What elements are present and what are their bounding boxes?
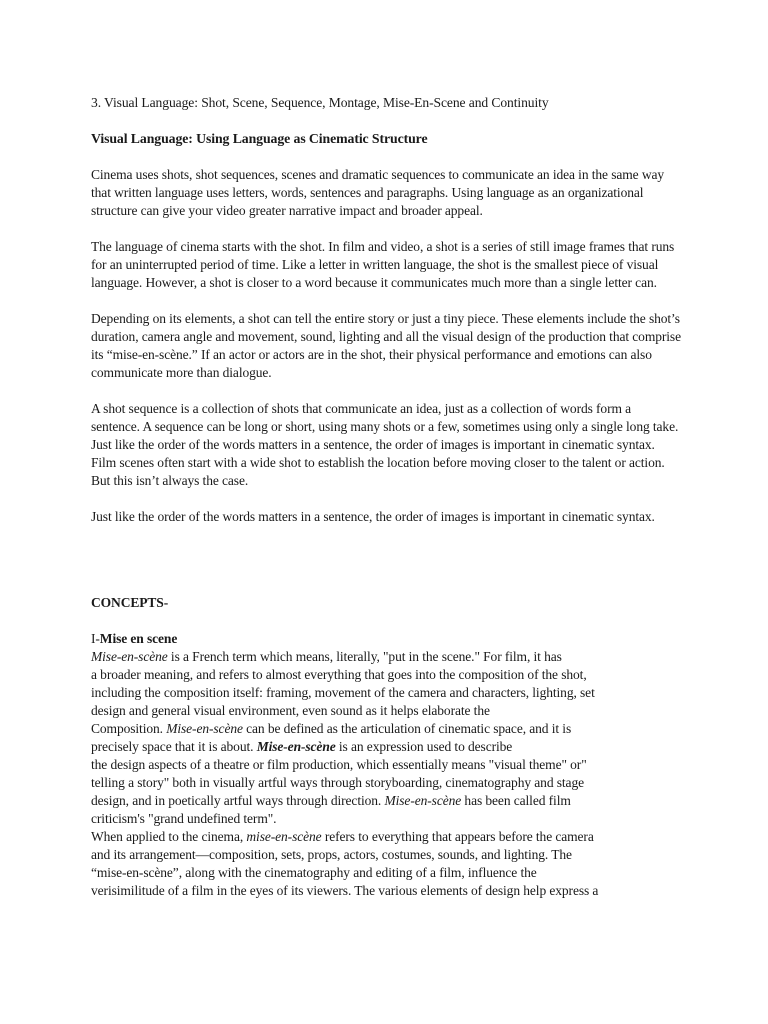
document-subheading: Visual Language: Using Language as Cinematic Structure: [91, 131, 428, 146]
paragraph-3: Depending on its elements, a shot can tell the entire story or just a tiny piece. These elements include the shot’s duration, camera angle and movement, sound, lighting and all the visual design of the production that comprise its “mise-en-scène.” If an actor or actors are in the shot, their physical performance and emotions can also communicate more than dialogue.: [91, 311, 681, 380]
mise-text: precisely space that it is about.: [91, 739, 257, 754]
document-body: [91, 94, 681, 900]
mise-line-14: verisimilitude of a film in the eyes of its viewers. The various elements of design help express a: [91, 883, 599, 898]
mise-line-2: a broader meaning, and refers to almost everything that goes into the composition of the shot,: [91, 667, 587, 682]
mise-line-1: [91, 648, 681, 666]
mise-line-11: [91, 828, 681, 846]
mise-text: can be defined as the articulation of cinematic space, and it is: [242, 721, 572, 736]
mise-line-4: design and general visual environment, even sound as it helps elaborate the: [91, 703, 490, 718]
section-spacer: [91, 544, 681, 594]
mise-text: Composition.: [91, 721, 167, 736]
mise-line-10: criticism's "grand undefined term".: [91, 811, 277, 826]
term-italic: Mise-en-scène: [91, 649, 168, 664]
mise-text: When applied to the cinema,: [91, 829, 247, 844]
section-title-text: Mise en scene: [99, 631, 178, 646]
term-italic: Mise-en-scène: [166, 721, 243, 736]
paragraph-4: A shot sequence is a collection of shots that communicate an idea, just as a collection of words form a sentence. A sequence can be long or short, using many shots or a few, sometimes using only a single long take. Just like the order of the words matters in a sentence, the order of images is important in cinematic syntax. Film scenes often start with a wide shot to establish the location before moving closer to the talent or action. But this isn’t always the case.: [91, 401, 679, 488]
concepts-label: CONCEPTS-: [91, 595, 169, 610]
term-italic: Mise-en-scène: [384, 793, 462, 808]
mise-line-3: including the composition itself: framing, movement of the camera and characters, lighting, set: [91, 685, 595, 700]
mise-en-scene-text: [91, 648, 681, 900]
mise-line-12: and its arrangement—composition, sets, props, actors, costumes, sounds, and lighting. The: [91, 847, 572, 862]
mise-text: is an expression used to describe: [335, 739, 513, 754]
mise-line-8: telling a story" both in visually artful ways through storyboarding, cinematography and stage: [91, 775, 584, 790]
mise-line-13: “mise-en-scène”, along with the cinematography and editing of a film, influence the: [91, 865, 537, 880]
mise-text: has been called film: [461, 793, 571, 808]
document-heading: 3. Visual Language: Shot, Scene, Sequence, Montage, Mise-En-Scene and Continuity: [91, 95, 549, 110]
mise-text: refers to everything that appears before the camera: [321, 829, 594, 844]
paragraph-5: Just like the order of the words matters in a sentence, the order of images is important in cinematic syntax.: [91, 509, 655, 524]
term-italic: mise-en-scène: [246, 829, 322, 844]
paragraph-1: Cinema uses shots, shot sequences, scenes and dramatic sequences to communicate an idea in the same way that written language uses letters, words, sentences and paragraphs. Using language as an organizational structure can give your video greater narrative impact and broader appeal.: [91, 167, 665, 218]
section-number: I-: [91, 631, 100, 646]
mise-line-5: [91, 720, 681, 738]
mise-text: design, and in poetically artful ways through direction.: [91, 793, 385, 808]
mise-line-6: [91, 738, 681, 756]
term-bold-italic: Mise-en-scène: [256, 739, 336, 754]
paragraph-2: The language of cinema starts with the shot. In film and video, a shot is a series of still image frames that runs for an uninterrupted period of time. Like a letter in written language, the shot is the smallest piece of visual language. However, a shot is closer to a word because it communicates much more than a single letter can.: [91, 239, 675, 290]
mise-line-9: [91, 792, 681, 810]
mise-line-7: the design aspects of a theatre or film production, which essentially means "visual theme" or": [91, 757, 587, 772]
section-title: [91, 630, 681, 648]
mise-text: is a French term which means, literally, "put in the scene." For film, it has: [167, 649, 562, 664]
